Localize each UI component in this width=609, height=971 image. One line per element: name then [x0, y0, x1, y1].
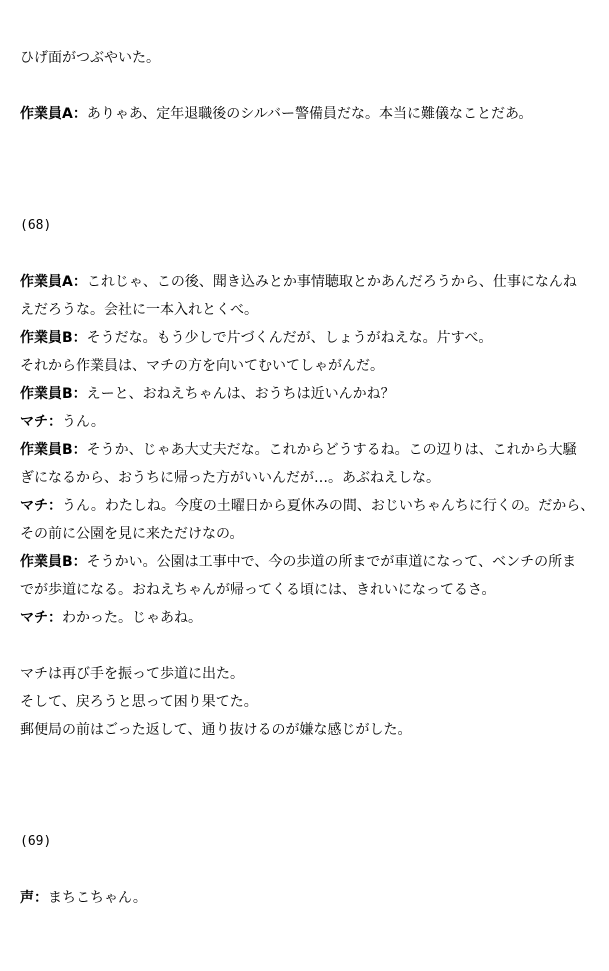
dialogue-continuation: ぎになるから、おうちに帰った方がいいんだが…。あぶねえしな。	[20, 470, 440, 486]
scene-number: (68)	[20, 218, 52, 233]
speaker-label: 作業員B：	[20, 442, 87, 458]
narration-line: それから作業員は、マチの方を向いてむいてしゃがんだ。	[20, 358, 384, 374]
speaker-label: 作業員B：	[20, 554, 87, 570]
narration-line: 郵便局の前はごった返して、通り抜けるのが嫌な感じがした。	[20, 722, 412, 738]
dialogue-continuation: でが歩道になる。おねえちゃんが帰ってくる頃には、きれいになってるさ。	[20, 582, 496, 598]
dialogue-line	[20, 385, 595, 403]
dialogue-line	[20, 889, 595, 907]
dialogue-line	[20, 441, 595, 459]
dialogue-text: わかった。じゃあね。	[62, 610, 202, 626]
scene-number: (69)	[20, 834, 52, 849]
dialogue-text: そうだな。もう少しで片づくんだが、しょうがねえな。片すべ。	[86, 330, 493, 346]
narration-line: ひげ面がつぶやいた。	[20, 50, 160, 66]
dialogue-text: えーと、おねえちゃんは、おうちは近いんかね？	[86, 386, 395, 402]
dialogue-text: まちこちゃん。	[48, 890, 147, 906]
narration-line: そして、戻ろうと思って困り果てた。	[20, 694, 258, 710]
dialogue-text: うん。	[62, 414, 105, 430]
dialogue-line	[20, 553, 595, 571]
dialogue-continuation: その前に公園を見に来ただけなの。	[20, 526, 244, 542]
dialogue-text: これじゃ、この後、聞き込みとか事情聴取とかあんだろうから、仕事になんね	[86, 274, 577, 290]
dialogue-line	[20, 609, 595, 627]
dialogue-line	[20, 413, 595, 431]
speaker-label: マチ：	[20, 610, 62, 626]
dialogue-text: うん。わたしね。今度の土曜日から夏休みの間、おじいちゃんちに行くの。だから、	[62, 498, 595, 514]
speaker-label: 作業員A：	[20, 274, 87, 290]
speaker-label: 作業員A：	[20, 106, 87, 122]
dialogue-text: ありゃあ、定年退職後のシルバー警備員だな。本当に難儀なことだあ。	[86, 106, 533, 122]
dialogue-text: そうかい。公園は工事中で、今の歩道の所までが車道になって、ベンチの所ま	[86, 554, 577, 570]
dialogue-text: そうか、じゃあ大丈夫だな。これからどうするね。この辺りは、これから大騒	[86, 442, 577, 458]
speaker-label: 作業員B：	[20, 386, 87, 402]
speaker-label: マチ：	[20, 414, 62, 430]
dialogue-continuation: えだろうな。会社に一本入れとくべ。	[20, 302, 258, 318]
dialogue-line	[20, 329, 595, 347]
speaker-label: 声：	[20, 890, 48, 906]
speaker-label: 作業員B：	[20, 330, 87, 346]
narration-line: マチは再び手を振って歩道に出た。	[20, 666, 244, 682]
dialogue-line	[20, 273, 595, 291]
speaker-label: マチ：	[20, 498, 62, 514]
dialogue-line	[20, 105, 595, 123]
dialogue-line	[20, 497, 595, 515]
